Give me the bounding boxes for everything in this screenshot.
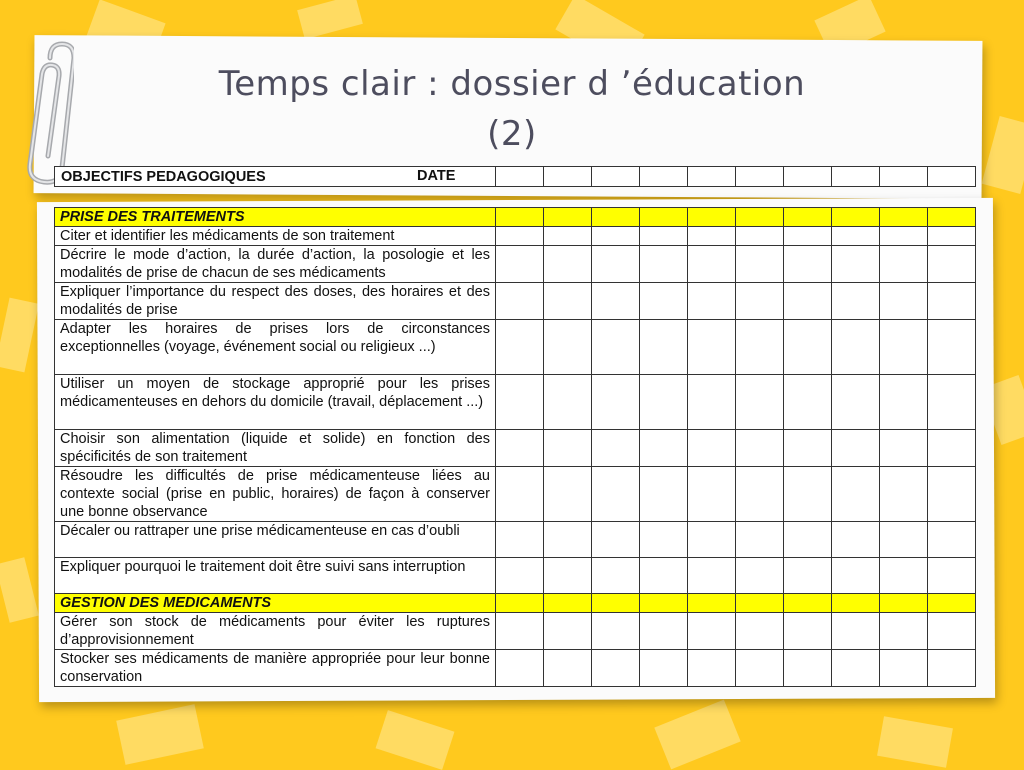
date-check-cell[interactable] bbox=[832, 650, 880, 687]
date-check-cell[interactable] bbox=[880, 467, 928, 522]
header-label-cell bbox=[55, 167, 496, 187]
date-check-cell[interactable] bbox=[496, 227, 544, 246]
date-check-cell[interactable] bbox=[832, 522, 880, 558]
objective-text: Décaler ou rattraper une prise médicamenteuse en cas d’oubli bbox=[55, 522, 496, 558]
header-objectives-label: OBJECTIFS PEDAGOGIQUES bbox=[61, 168, 266, 185]
date-check-cell[interactable] bbox=[688, 650, 736, 687]
date-check-cell[interactable] bbox=[496, 558, 544, 594]
date-header-cell[interactable] bbox=[592, 167, 640, 187]
date-check-cell[interactable] bbox=[496, 283, 544, 320]
date-check-cell[interactable] bbox=[544, 227, 592, 246]
table-row bbox=[55, 283, 976, 320]
page-title: Temps clair : dossier d ’éducation bbox=[218, 64, 806, 104]
date-check-cell[interactable] bbox=[736, 375, 784, 430]
date-header-cell[interactable] bbox=[736, 167, 784, 187]
background-confetti bbox=[877, 716, 953, 768]
date-check-cell[interactable] bbox=[736, 430, 784, 467]
date-check-cell[interactable] bbox=[784, 320, 832, 375]
section-empty-cell bbox=[544, 594, 592, 613]
background-confetti bbox=[297, 0, 363, 39]
date-check-cell[interactable] bbox=[640, 320, 688, 375]
date-check-cell[interactable] bbox=[880, 227, 928, 246]
objective-text: Expliquer l’importance du respect des doses, des horaires et des modalités de prise bbox=[55, 283, 496, 320]
date-check-cell[interactable] bbox=[736, 613, 784, 650]
table-row bbox=[55, 613, 976, 650]
section-empty-cell bbox=[640, 208, 688, 227]
section-header-row bbox=[55, 594, 976, 613]
date-check-cell[interactable] bbox=[592, 650, 640, 687]
date-check-cell[interactable] bbox=[640, 227, 688, 246]
date-check-cell[interactable] bbox=[736, 320, 784, 375]
date-check-cell[interactable] bbox=[496, 375, 544, 430]
date-check-cell[interactable] bbox=[880, 650, 928, 687]
date-check-cell[interactable] bbox=[880, 246, 928, 283]
background-confetti bbox=[0, 298, 39, 373]
table-row bbox=[55, 522, 976, 558]
section-empty-cell bbox=[640, 594, 688, 613]
table-row bbox=[55, 227, 976, 246]
date-header-cell[interactable] bbox=[832, 167, 880, 187]
date-check-cell[interactable] bbox=[832, 613, 880, 650]
date-check-cell[interactable] bbox=[688, 467, 736, 522]
date-check-cell[interactable] bbox=[640, 558, 688, 594]
date-check-cell[interactable] bbox=[640, 375, 688, 430]
date-check-cell[interactable] bbox=[544, 246, 592, 283]
section-empty-cell bbox=[832, 208, 880, 227]
date-check-cell[interactable] bbox=[496, 650, 544, 687]
section-empty-cell bbox=[784, 594, 832, 613]
section-empty-cell bbox=[784, 208, 832, 227]
section-title: PRISE DES TRAITEMENTS bbox=[55, 208, 496, 227]
background-confetti bbox=[654, 700, 740, 770]
date-check-cell[interactable] bbox=[832, 283, 880, 320]
date-check-cell[interactable] bbox=[784, 227, 832, 246]
table-row bbox=[55, 320, 976, 375]
objective-text: Stocker ses médicaments de manière appropriée pour leur bonne conservation bbox=[55, 650, 496, 687]
date-check-cell[interactable] bbox=[496, 320, 544, 375]
date-check-cell[interactable] bbox=[688, 283, 736, 320]
objective-text: Citer et identifier les médicaments de son traitement bbox=[55, 227, 496, 246]
date-check-cell[interactable] bbox=[784, 467, 832, 522]
date-check-cell[interactable] bbox=[688, 227, 736, 246]
date-check-cell[interactable] bbox=[592, 227, 640, 246]
date-check-cell[interactable] bbox=[544, 650, 592, 687]
date-check-cell[interactable] bbox=[928, 650, 976, 687]
date-check-cell[interactable] bbox=[544, 558, 592, 594]
date-check-cell[interactable] bbox=[784, 430, 832, 467]
date-check-cell[interactable] bbox=[832, 430, 880, 467]
section-empty-cell bbox=[592, 208, 640, 227]
date-check-cell[interactable] bbox=[928, 467, 976, 522]
section-empty-cell bbox=[832, 594, 880, 613]
page-title-number: (2) bbox=[487, 114, 537, 154]
date-check-cell[interactable] bbox=[688, 613, 736, 650]
section-empty-cell bbox=[880, 594, 928, 613]
date-check-cell[interactable] bbox=[592, 320, 640, 375]
background-confetti bbox=[376, 710, 455, 770]
date-check-cell[interactable] bbox=[832, 375, 880, 430]
date-check-cell[interactable] bbox=[880, 522, 928, 558]
date-check-cell[interactable] bbox=[736, 558, 784, 594]
date-check-cell[interactable] bbox=[592, 430, 640, 467]
date-check-cell[interactable] bbox=[688, 430, 736, 467]
section-empty-cell bbox=[496, 208, 544, 227]
date-header-cell[interactable] bbox=[688, 167, 736, 187]
date-check-cell[interactable] bbox=[928, 375, 976, 430]
date-check-cell[interactable] bbox=[832, 558, 880, 594]
section-empty-cell bbox=[736, 208, 784, 227]
date-check-cell[interactable] bbox=[688, 522, 736, 558]
date-check-cell[interactable] bbox=[688, 320, 736, 375]
date-check-cell[interactable] bbox=[880, 283, 928, 320]
date-check-cell[interactable] bbox=[736, 650, 784, 687]
objective-text: Expliquer pourquoi le traitement doit être suivi sans interruption bbox=[55, 558, 496, 594]
date-check-cell[interactable] bbox=[928, 522, 976, 558]
date-header-cell[interactable] bbox=[640, 167, 688, 187]
date-check-cell[interactable] bbox=[592, 375, 640, 430]
header-date-label: DATE bbox=[417, 168, 456, 184]
header-row bbox=[55, 167, 976, 187]
section-empty-cell bbox=[496, 594, 544, 613]
date-check-cell[interactable] bbox=[640, 522, 688, 558]
objective-text: Utiliser un moyen de stockage approprié pour les prises médicamenteuses en dehors du domicile (travail, déplacement ...) bbox=[55, 375, 496, 430]
objective-text: Résoudre les difficultés de prise médicamenteuse liées au contexte social (prise en public, horaires) de façon à conserver une bonne observance bbox=[55, 467, 496, 522]
objective-text: Choisir son alimentation (liquide et solide) en fonction des spécificités de son traitement bbox=[55, 430, 496, 467]
date-check-cell[interactable] bbox=[640, 467, 688, 522]
date-check-cell[interactable] bbox=[496, 430, 544, 467]
table-row bbox=[55, 375, 976, 430]
section-empty-cell bbox=[928, 594, 976, 613]
objectives-table bbox=[54, 207, 976, 687]
date-check-cell[interactable] bbox=[736, 283, 784, 320]
section-empty-cell bbox=[688, 208, 736, 227]
date-check-cell[interactable] bbox=[928, 227, 976, 246]
date-header-cell[interactable] bbox=[496, 167, 544, 187]
date-check-cell[interactable] bbox=[544, 283, 592, 320]
background-confetti bbox=[116, 704, 204, 765]
date-check-cell[interactable] bbox=[784, 650, 832, 687]
date-check-cell[interactable] bbox=[592, 246, 640, 283]
date-check-cell[interactable] bbox=[736, 467, 784, 522]
date-check-cell[interactable] bbox=[880, 320, 928, 375]
table-row bbox=[55, 650, 976, 687]
date-check-cell[interactable] bbox=[496, 522, 544, 558]
date-check-cell[interactable] bbox=[592, 613, 640, 650]
date-check-cell[interactable] bbox=[640, 650, 688, 687]
date-check-cell[interactable] bbox=[784, 522, 832, 558]
date-check-cell[interactable] bbox=[592, 467, 640, 522]
date-check-cell[interactable] bbox=[736, 227, 784, 246]
date-check-cell[interactable] bbox=[688, 246, 736, 283]
date-check-cell[interactable] bbox=[880, 558, 928, 594]
table-row bbox=[55, 430, 976, 467]
date-check-cell[interactable] bbox=[928, 283, 976, 320]
section-empty-cell bbox=[928, 208, 976, 227]
section-empty-cell bbox=[544, 208, 592, 227]
section-empty-cell bbox=[592, 594, 640, 613]
date-check-cell[interactable] bbox=[544, 522, 592, 558]
header-table bbox=[54, 166, 976, 187]
date-check-cell[interactable] bbox=[784, 613, 832, 650]
date-check-cell[interactable] bbox=[832, 227, 880, 246]
section-empty-cell bbox=[688, 594, 736, 613]
date-header-cell[interactable] bbox=[544, 167, 592, 187]
section-header-row bbox=[55, 208, 976, 227]
date-check-cell[interactable] bbox=[592, 558, 640, 594]
date-check-cell[interactable] bbox=[928, 613, 976, 650]
section-title: GESTION DES MEDICAMENTS bbox=[55, 594, 496, 613]
date-check-cell[interactable] bbox=[496, 613, 544, 650]
date-check-cell[interactable] bbox=[640, 246, 688, 283]
date-check-cell[interactable] bbox=[880, 430, 928, 467]
date-check-cell[interactable] bbox=[544, 320, 592, 375]
date-check-cell[interactable] bbox=[496, 467, 544, 522]
date-header-cell[interactable] bbox=[784, 167, 832, 187]
section-empty-cell bbox=[880, 208, 928, 227]
date-check-cell[interactable] bbox=[592, 283, 640, 320]
date-check-cell[interactable] bbox=[640, 283, 688, 320]
date-check-cell[interactable] bbox=[544, 375, 592, 430]
date-check-cell[interactable] bbox=[640, 613, 688, 650]
date-check-cell[interactable] bbox=[736, 246, 784, 283]
table-row bbox=[55, 467, 976, 522]
date-check-cell[interactable] bbox=[832, 467, 880, 522]
date-check-cell[interactable] bbox=[928, 246, 976, 283]
date-check-cell[interactable] bbox=[544, 613, 592, 650]
section-empty-cell bbox=[736, 594, 784, 613]
objective-text: Décrire le mode d’action, la durée d’action, la posologie et les modalités de prise de chacun de ses médicaments bbox=[55, 246, 496, 283]
table-row bbox=[55, 558, 976, 594]
date-check-cell[interactable] bbox=[784, 246, 832, 283]
date-check-cell[interactable] bbox=[928, 430, 976, 467]
background-confetti bbox=[0, 557, 39, 622]
date-header-cell[interactable] bbox=[928, 167, 976, 187]
date-check-cell[interactable] bbox=[784, 558, 832, 594]
table-row bbox=[55, 246, 976, 283]
date-check-cell[interactable] bbox=[832, 320, 880, 375]
date-check-cell[interactable] bbox=[640, 430, 688, 467]
date-check-cell[interactable] bbox=[832, 246, 880, 283]
objective-text: Adapter les horaires de prises lors de circonstances exceptionnelles (voyage, événement social ou religieux ...) bbox=[55, 320, 496, 375]
date-check-cell[interactable] bbox=[544, 430, 592, 467]
date-check-cell[interactable] bbox=[688, 375, 736, 430]
date-check-cell[interactable] bbox=[784, 283, 832, 320]
date-check-cell[interactable] bbox=[928, 558, 976, 594]
date-header-cell[interactable] bbox=[880, 167, 928, 187]
date-check-cell[interactable] bbox=[544, 467, 592, 522]
date-check-cell[interactable] bbox=[880, 613, 928, 650]
date-check-cell[interactable] bbox=[592, 522, 640, 558]
objective-text: Gérer son stock de médicaments pour éviter les ruptures d’approvisionnement bbox=[55, 613, 496, 650]
date-check-cell[interactable] bbox=[784, 375, 832, 430]
date-check-cell[interactable] bbox=[928, 320, 976, 375]
date-check-cell[interactable] bbox=[496, 246, 544, 283]
date-check-cell[interactable] bbox=[880, 375, 928, 430]
date-check-cell[interactable] bbox=[688, 558, 736, 594]
date-check-cell[interactable] bbox=[736, 522, 784, 558]
